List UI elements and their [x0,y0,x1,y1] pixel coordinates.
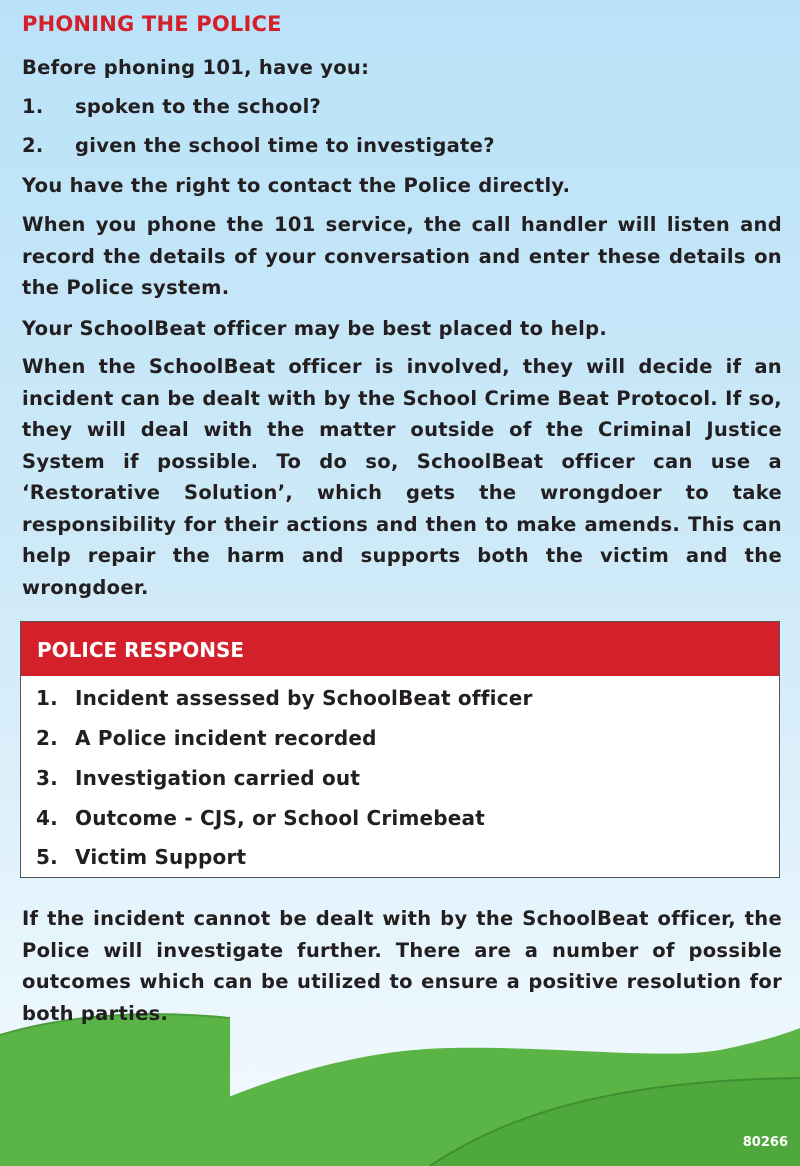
checklist-text: given the school time to investigate? [75,134,495,157]
list-number: 5. [36,845,58,869]
right-to-contact-text: You have the right to contact the Police directly. [22,174,571,197]
officer-help-text: Your SchoolBeat officer may be best placed to help. [22,317,608,340]
call-handler-paragraph: When you phone the 101 service, the call handler will listen and record the details of your conversation and enter these details on the Police system. [22,213,782,299]
list-number: 3. [36,766,58,790]
list-text: Incident assessed by SchoolBeat officer [75,686,533,710]
list-item [36,686,533,710]
checklist-text: spoken to the school? [75,95,322,118]
list-item [36,806,485,830]
list-text: A Police incident recorded [75,726,377,750]
police-response-box [20,621,780,878]
list-text: Outcome - CJS, or School Crimebeat [75,806,486,830]
list-item [36,766,360,790]
police-response-title: POLICE RESPONSE [21,622,779,676]
list-item [36,845,246,869]
list-item [36,726,377,750]
list-text: Investigation carried out [75,766,361,790]
reference-code: 80266 [742,1135,788,1150]
list-number: 4. [36,806,58,830]
list-number: 2. [36,726,58,750]
checklist-number: 2. [22,134,44,157]
checklist-item [22,134,495,157]
intro-text: Before phoning 101, have you: [22,56,370,79]
page-heading: PHONING THE POLICE [22,12,282,36]
list-number: 1. [36,686,58,710]
list-text: Victim Support [75,845,247,869]
schoolbeat-involvement-paragraph: When the SchoolBeat officer is involved, they will decide if an incident can be dealt with by the School Crime Beat Protocol. If so, they will deal with the matter outside of the Criminal Justice System if possible. To do so, SchoolBeat officer can use a ‘Restorative Solution’, which gets the wrongdoer to take responsibility for their actions and then to make amends. This can help repair the harm and supports both the victim and the wrongdoer. [22,355,782,599]
closing-paragraph: If the incident cannot be dealt with by the SchoolBeat officer, the Police will investigate further. There are a number of possible outcomes which can be utilized to ensure a positive resolution for both parties. [22,907,782,1025]
checklist-item [22,95,321,118]
checklist-number: 1. [22,95,44,118]
